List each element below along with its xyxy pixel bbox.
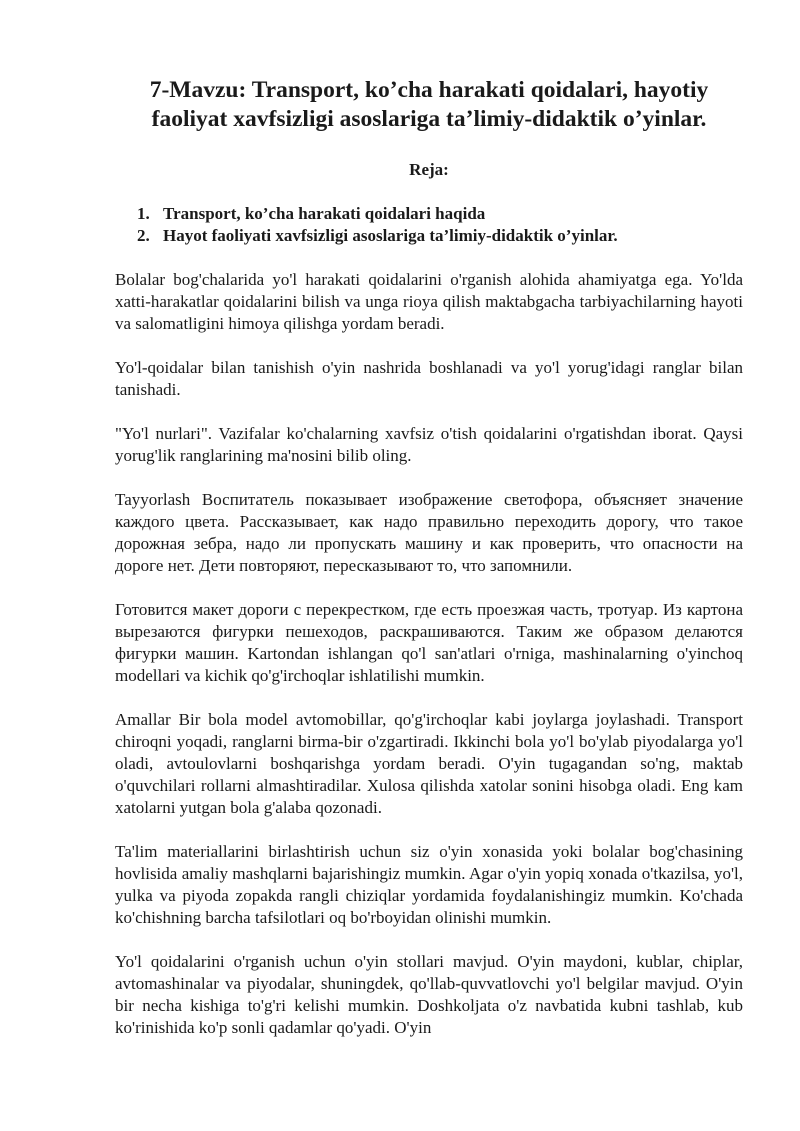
title-line-1: 7-Mavzu: Transport, ko’cha harakati qoidalari, hayotiy (149, 77, 709, 103)
plan-item (137, 203, 743, 225)
plan-item-number: 2. (137, 226, 150, 245)
paragraph: Yo'l-qoidalar bilan tanishish o'yin nashrida boshlanadi va yo'l yorug'idagi ranglar bilan tanishadi. (115, 358, 743, 399)
paragraph: Yo'l qoidalarini o'rganish uchun o'yin stollari mavjud. O'yin maydoni, kublar, chiplar, avtomashinalar va piyodalar, shuningdek, qo'llab-quvvatlovchi yo'l belgilar mavjud. O'yin bir necha kishiga to'g'ri kelishi mumkin. Doshkoljata o'z navbatida kubni tashlab, kub ko'rinishida ko'p sonli qadamlar qo'yadi. O'yin (115, 952, 743, 1037)
plan-list (115, 203, 743, 247)
plan-item-text: Hayot faoliyati xavfsizligi asoslariga ta’limiy-didaktik o’yinlar. (163, 226, 618, 245)
body-text (115, 269, 743, 1039)
plan-item-text: Transport, ko’cha harakati qoidalari haqida (163, 204, 486, 223)
plan-item-number: 1. (137, 204, 150, 223)
plan-item (137, 225, 743, 247)
paragraph: Amallar Bir bola model avtomobillar, qo'g'irchoqlar kabi joylarga joylashadi. Transport chiroqni yoqadi, ranglarni birma-bir o'zgartiradi. Ikkinchi bola yo'l bo'ylab piyodalarga yo'l oladi, avtoulovlarni boshqarishga yordam beradi. O'yin tugagandan so'ng, maktab o'quvchilari rollarni almashtiradilar. Xulosa qilishda xatolar sonini hisobga oladi. Eng kam xatolarni yutgan bola g'alaba qozonadi. (115, 710, 743, 817)
paragraph: Готовится макет дороги с перекрестком, где есть проезжая часть, тротуар. Из картона вырезаются фигурки пешеходов, раскрашиваются. Таким же образом делаются фигурки машин. Kartondan ishlangan qo'l san'atlari o'rniga, mashinalarning o'yinchoq modellari va kichik qo'g'irchoqlar ishlatilishi mumkin. (115, 600, 743, 685)
paragraph: Bolalar bog'chalarida yo'l harakati qoidalarini o'rganish alohida ahamiyatga ega. Yo'lda xatti-harakatlar qoidalarini bilish va unga rioya qilish maktabgacha tarbiyachilarning hayoti va salomatligini himoya qilishga yordam beradi. (115, 270, 743, 333)
paragraph: "Yo'l nurlari". Vazifalar ko'chalarning xavfsiz o'tish qoidalarini o'rgatishdan iborat. Qaysi yorug'lik ranglarining ma'nosini bilib oling. (115, 424, 743, 465)
paragraph: Tayyorlash Воспитатель показывает изображение светофора, объясняет значение каждого цвета. Рассказывает, как надо правильно переходить дорогу, что такое дорожная зебра, надо ли пропускать машину и как проверить, что опасности на дороге нет. Дети повторяют, пересказывают то, что запомнили. (115, 490, 743, 575)
document-title (115, 76, 743, 134)
plan-heading: Reja: (409, 160, 449, 179)
paragraph: Ta'lim materiallarini birlashtirish uchun siz o'yin xonasida yoki bolalar bog'chasining hovlisida amaliy mashqlarni bajarishingiz mumkin. Agar o'yin yopiq xonada o'tkazilsa, yo'l, yulka va piyoda zopakda rangli chiziqlar yordamida foydalanishingiz mumkin. Ko'chada ko'chishning barcha tafsilotlari oq bo'rboyidan olinishi mumkin. (115, 842, 743, 927)
title-line-2: faoliyat xavfsizligi asoslariga ta’limiy-didaktik o’yinlar. (151, 106, 707, 132)
